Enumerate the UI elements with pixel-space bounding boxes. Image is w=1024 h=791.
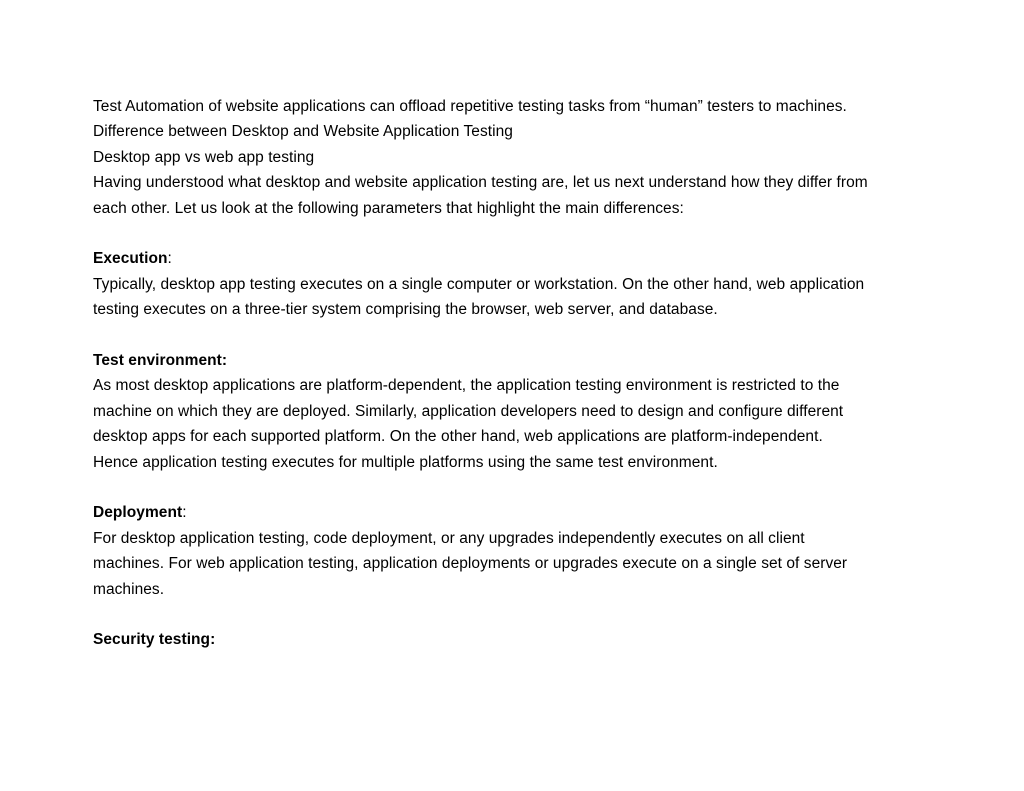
section-heading bbox=[93, 500, 943, 525]
intro-line-1: Test Automation of website applications can offload repetitive testing tasks from “human” testers to machines. bbox=[93, 98, 847, 115]
section-heading bbox=[93, 246, 943, 271]
section-deployment bbox=[93, 500, 943, 602]
intro-line-4: Having understood what desktop and website application testing are, let us next understand how they differ from bbox=[93, 174, 868, 192]
paragraph-gap bbox=[93, 475, 943, 500]
intro-paragraph bbox=[93, 94, 943, 221]
section-line: As most desktop applications are platform-dependent, the application testing environment is restricted to the bbox=[93, 377, 840, 395]
section-test-environment bbox=[93, 348, 943, 475]
section-heading-text: Deployment bbox=[93, 504, 183, 522]
section-heading-text: Security testing: bbox=[93, 631, 216, 649]
section-execution bbox=[93, 246, 943, 322]
section-line: Hence application testing executes for multiple platforms using the same test environment. bbox=[93, 453, 718, 471]
section-line: testing executes on a three-tier system comprising the browser, web server, and database. bbox=[93, 301, 718, 319]
document-page bbox=[93, 94, 943, 653]
intro-line-3: Desktop app vs web app testing bbox=[93, 148, 315, 166]
section-heading-text: Execution bbox=[93, 250, 168, 268]
paragraph-gap bbox=[93, 323, 943, 348]
paragraph-gap bbox=[93, 602, 943, 627]
section-security-testing bbox=[93, 627, 943, 652]
section-heading-suffix: : bbox=[182, 504, 187, 522]
section-heading-suffix: : bbox=[167, 250, 172, 268]
section-line: For desktop application testing, code deployment, or any upgrades independently executes on all client bbox=[93, 529, 805, 547]
section-line: Typically, desktop app testing executes on a single computer or workstation. On the other hand, web application bbox=[93, 275, 865, 293]
section-heading bbox=[93, 348, 943, 373]
section-line: machines. For web application testing, application deployments or upgrades execute on a single set of server bbox=[93, 555, 848, 573]
intro-line-2: Difference between Desktop and Website Application Testing bbox=[93, 123, 513, 141]
section-heading bbox=[93, 627, 943, 652]
paragraph-gap bbox=[93, 221, 943, 246]
section-line: machines. bbox=[93, 580, 165, 598]
section-line: desktop apps for each supported platform. On the other hand, web applications are platform-independent. bbox=[93, 428, 823, 446]
intro-line-5: each other. Let us look at the following parameters that highlight the main differences: bbox=[93, 199, 684, 217]
section-line: machine on which they are deployed. Similarly, application developers need to design and configure different bbox=[93, 402, 844, 420]
section-heading-text: Test environment: bbox=[93, 352, 228, 370]
